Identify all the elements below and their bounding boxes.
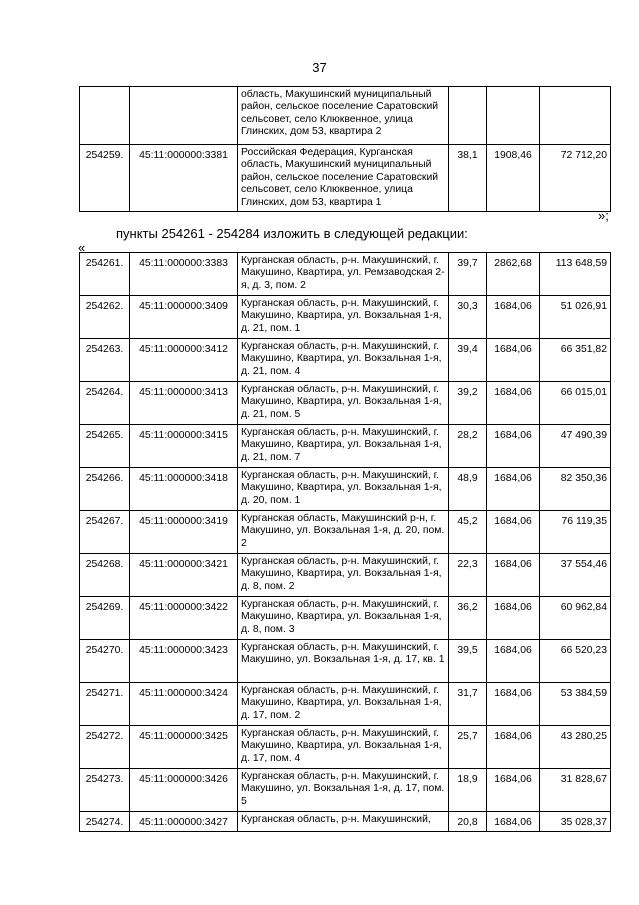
cell-cadastral-number: 45:11:000000:3427 xyxy=(130,812,238,832)
table-row xyxy=(80,382,611,425)
cell-cadastral-rate: 1684,06 xyxy=(487,812,540,832)
cell-cadastral-number: 45:11:000000:3418 xyxy=(130,468,238,511)
cell-address: Курганская область, р-н. Макушинский, г. Макушино, Квартира, ул. Вокзальная 1-я, д. 17, пом. 2 xyxy=(238,683,449,726)
cell-row-number: 254274. xyxy=(80,812,130,832)
cell-area xyxy=(449,87,487,145)
cell-address: Курганская область, р-н. Макушинский, xyxy=(238,812,449,832)
cell-address: Курганская область, р-н. Макушинский, г. Макушино, ул. Вокзальная 1-я, д. 17, кв. 1 xyxy=(238,640,449,683)
cell-area: 39,7 xyxy=(449,253,487,296)
table-row xyxy=(80,812,611,832)
cell-cadastral-value: 35 028,37 xyxy=(540,812,611,832)
cell-cadastral-value: 66 520,23 xyxy=(540,640,611,683)
cell-cadastral-number: 45:11:000000:3425 xyxy=(130,726,238,769)
cell-row-number: 254266. xyxy=(80,468,130,511)
cell-row-number: 254272. xyxy=(80,726,130,769)
table-row xyxy=(80,640,611,683)
cell-cadastral-number: 45:11:000000:3413 xyxy=(130,382,238,425)
cell-cadastral-rate: 1684,06 xyxy=(487,382,540,425)
table-row xyxy=(80,683,611,726)
cell-address: Курганская область, р-н. Макушинский, г. Макушино, Квартира, ул. Вокзальная 1-я, д. 17, пом. 4 xyxy=(238,726,449,769)
cell-address: Курганская область, р-н. Макушинский, г. Макушино, Квартира, ул. Вокзальная 1-я, д. 21, пом. 5 xyxy=(238,382,449,425)
cell-cadastral-number: 45:11:000000:3424 xyxy=(130,683,238,726)
cell-cadastral-number: 45:11:000000:3412 xyxy=(130,339,238,382)
cell-row-number: 254261. xyxy=(80,253,130,296)
closing-quote: »; xyxy=(598,208,609,223)
cell-cadastral-number: 45:11:000000:3422 xyxy=(130,597,238,640)
cell-cadastral-number: 45:11:000000:3421 xyxy=(130,554,238,597)
table-row xyxy=(80,425,611,468)
table-row xyxy=(80,296,611,339)
cell-address: Курганская область, р-н. Макушинский, г. Макушино, Квартира, ул. Ремзаводская 2-я, д. 3, пом. 2 xyxy=(238,253,449,296)
cell-cadastral-number: 45:11:000000:3415 xyxy=(130,425,238,468)
cell-row-number xyxy=(80,87,130,145)
table-row xyxy=(80,769,611,812)
cell-row-number: 254269. xyxy=(80,597,130,640)
cell-row-number: 254265. xyxy=(80,425,130,468)
registry-table-continued xyxy=(79,86,611,212)
cell-cadastral-number: 45:11:000000:3423 xyxy=(130,640,238,683)
cell-cadastral-value: 66 351,82 xyxy=(540,339,611,382)
cell-cadastral-rate: 1684,06 xyxy=(487,597,540,640)
cell-area: 20,8 xyxy=(449,812,487,832)
cell-cadastral-number: 45:11:000000:3409 xyxy=(130,296,238,339)
cell-cadastral-value: 43 280,25 xyxy=(540,726,611,769)
cell-cadastral-number: 45:11:000000:3383 xyxy=(130,253,238,296)
table-row xyxy=(80,468,611,511)
cell-area: 39,5 xyxy=(449,640,487,683)
cell-row-number: 254262. xyxy=(80,296,130,339)
cell-cadastral-value: 82 350,36 xyxy=(540,468,611,511)
cell-cadastral-value xyxy=(540,87,611,145)
cell-row-number: 254273. xyxy=(80,769,130,812)
cell-cadastral-value: 60 962,84 xyxy=(540,597,611,640)
cell-row-number: 254263. xyxy=(80,339,130,382)
table-row xyxy=(80,87,611,145)
cell-cadastral-value: 37 554,46 xyxy=(540,554,611,597)
registry-table-new-edition xyxy=(79,252,611,832)
cell-cadastral-rate: 1684,06 xyxy=(487,468,540,511)
cell-address: область, Макушинский муниципальный район, сельское поселение Саратовский сельсовет, село Клюквенное, улица Глинских, дом 53, квартира 2 xyxy=(238,87,449,145)
cell-row-number: 254268. xyxy=(80,554,130,597)
table-row xyxy=(80,253,611,296)
cell-cadastral-value: 53 384,59 xyxy=(540,683,611,726)
cell-area: 39,2 xyxy=(449,382,487,425)
table-row xyxy=(80,339,611,382)
cell-cadastral-rate: 1684,06 xyxy=(487,296,540,339)
cell-address: Курганская область, р-н. Макушинский, г. Макушино, Квартира, ул. Вокзальная 1-я, д. 21, пом. 4 xyxy=(238,339,449,382)
cell-area: 25,7 xyxy=(449,726,487,769)
cell-cadastral-rate: 1684,06 xyxy=(487,511,540,554)
table-row xyxy=(80,145,611,212)
table-row xyxy=(80,726,611,769)
cell-address: Курганская область, р-н. Макушинский, г. Макушино, Квартира, ул. Вокзальная 1-я, д. 21, пом. 1 xyxy=(238,296,449,339)
cell-cadastral-rate: 1684,06 xyxy=(487,769,540,812)
cell-cadastral-value: 47 490,39 xyxy=(540,425,611,468)
cell-address: Российская Федерация, Курганская область, Макушинский муниципальный район, сельское поселение Саратовский сельсовет, село Клюквенное, улица Глинских, дом 53, квартира 1 xyxy=(238,145,449,212)
cell-area: 22,3 xyxy=(449,554,487,597)
cell-cadastral-value: 76 119,35 xyxy=(540,511,611,554)
cell-cadastral-rate: 1684,06 xyxy=(487,554,540,597)
cell-cadastral-value: 66 015,01 xyxy=(540,382,611,425)
cell-area: 36,2 xyxy=(449,597,487,640)
table-row xyxy=(80,554,611,597)
cell-cadastral-value: 72 712,20 xyxy=(540,145,611,212)
cell-cadastral-rate xyxy=(487,87,540,145)
cell-address: Курганская область, р-н. Макушинский, г. Макушино, Квартира, ул. Вокзальная 1-я, д. 8, пом. 2 xyxy=(238,554,449,597)
cell-cadastral-value: 113 648,59 xyxy=(540,253,611,296)
cell-address: Курганская область, Макушинский р-н, г. Макушино, ул. Вокзальная 1-я, д. 20, пом. 2 xyxy=(238,511,449,554)
cell-address: Курганская область, р-н. Макушинский, г. Макушино, ул. Вокзальная 1-я, д. 17, пом. 5 xyxy=(238,769,449,812)
amendment-instruction: пункты 254261 - 254284 изложить в следующей редакции: xyxy=(116,226,468,241)
cell-cadastral-number: 45:11:000000:3419 xyxy=(130,511,238,554)
cell-cadastral-number xyxy=(130,87,238,145)
table-row xyxy=(80,511,611,554)
cell-cadastral-rate: 1908,46 xyxy=(487,145,540,212)
page-number: 37 xyxy=(312,60,327,75)
cell-area: 30,3 xyxy=(449,296,487,339)
cell-cadastral-rate: 1684,06 xyxy=(487,683,540,726)
cell-address: Курганская область, р-н. Макушинский, г. Макушино, Квартира, ул. Вокзальная 1-я, д. 8, пом. 3 xyxy=(238,597,449,640)
cell-cadastral-rate: 2862,68 xyxy=(487,253,540,296)
cell-cadastral-rate: 1684,06 xyxy=(487,339,540,382)
cell-row-number: 254264. xyxy=(80,382,130,425)
cell-address: Курганская область, р-н. Макушинский, г. Макушино, Квартира, ул. Вокзальная 1-я, д. 21, пом. 7 xyxy=(238,425,449,468)
opening-quote: « xyxy=(78,240,86,255)
cell-address: Курганская область, р-н. Макушинский, г. Макушино, Квартира, ул. Вокзальная 1-я, д. 20, пом. 1 xyxy=(238,468,449,511)
cell-cadastral-number: 45:11:000000:3426 xyxy=(130,769,238,812)
cell-row-number: 254267. xyxy=(80,511,130,554)
cell-area: 28,2 xyxy=(449,425,487,468)
cell-area: 38,1 xyxy=(449,145,487,212)
cell-cadastral-rate: 1684,06 xyxy=(487,726,540,769)
cell-area: 48,9 xyxy=(449,468,487,511)
cell-row-number: 254270. xyxy=(80,640,130,683)
table-row xyxy=(80,597,611,640)
cell-cadastral-value: 51 026,91 xyxy=(540,296,611,339)
cell-cadastral-number: 45:11:000000:3381 xyxy=(130,145,238,212)
cell-cadastral-rate: 1684,06 xyxy=(487,425,540,468)
cell-cadastral-value: 31 828,67 xyxy=(540,769,611,812)
cell-area: 39,4 xyxy=(449,339,487,382)
cell-row-number: 254271. xyxy=(80,683,130,726)
cell-row-number: 254259. xyxy=(80,145,130,212)
cell-area: 31,7 xyxy=(449,683,487,726)
cell-cadastral-rate: 1684,06 xyxy=(487,640,540,683)
cell-area: 45,2 xyxy=(449,511,487,554)
cell-area: 18,9 xyxy=(449,769,487,812)
